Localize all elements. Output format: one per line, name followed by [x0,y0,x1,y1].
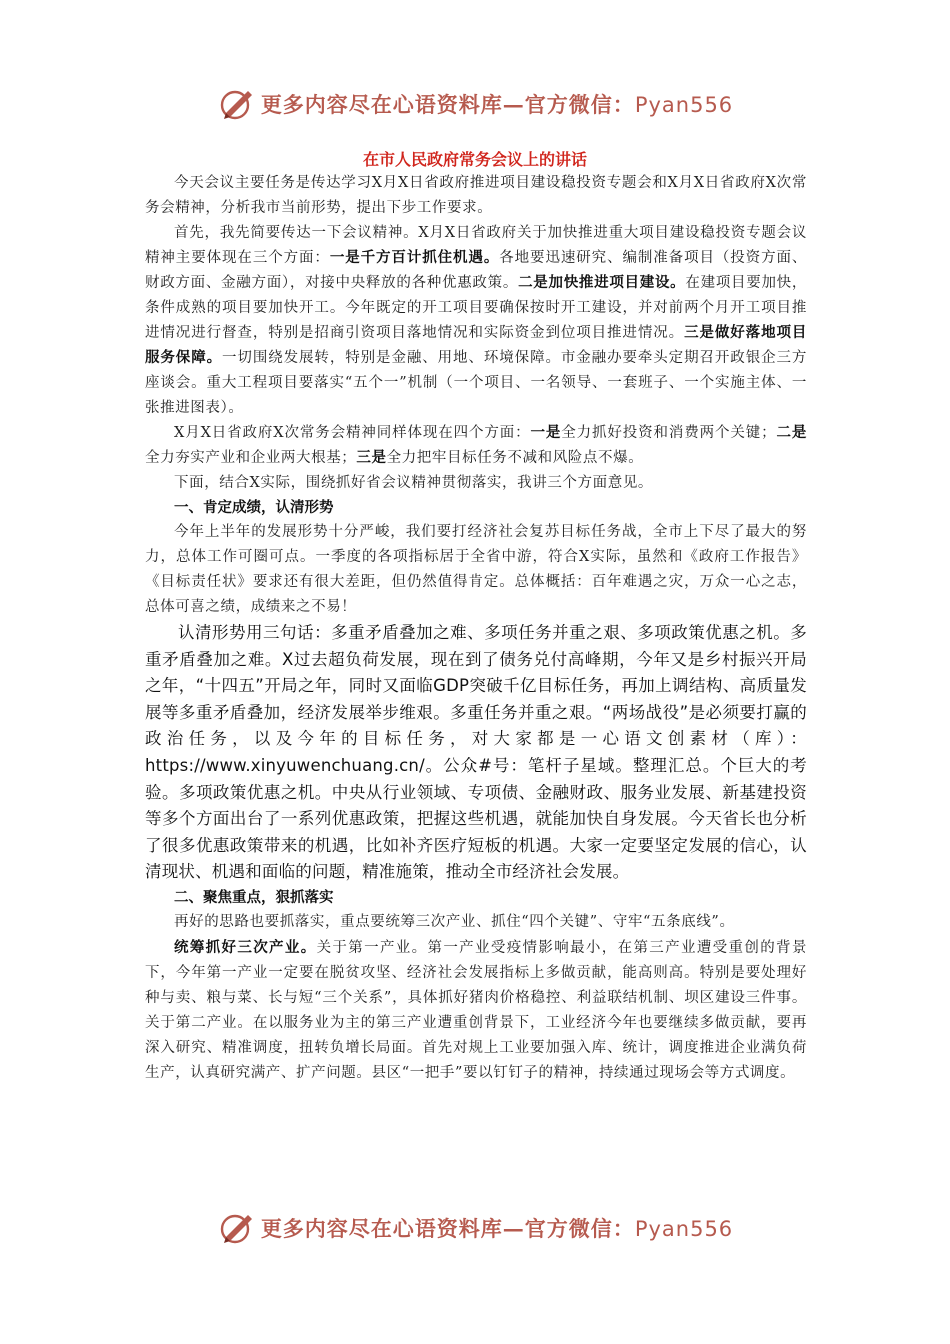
footer-watermark-banner [0,1208,950,1248]
section-heading-1: 一、肯定成绩，认清形势 [174,500,334,516]
header-watermark-banner [0,84,950,124]
banner-text: 更多内容尽在心语资料库—官方微信：Pyan556 [260,1216,734,1241]
paragraph-standing-meeting: X月X日省政府X次常务会精神同样体现在四个方面：一是全力抓好投资和消费两个关键；二是全力夯实产业和企业两大根基；三是全力把牢目标任务不减和风险点不爆。 [145,425,808,466]
paragraph-intro: 今天会议主要任务是传达学习X月X日省政府推进项目建设稳投资专题会和X月X日省政府X次常务会精神，分析我市当前形势，提出下步工作要求。 [145,175,807,216]
pen-logo-icon [217,1208,257,1248]
paragraph-transition: 下面，结合X实际，围绕抓好省会议精神贯彻落实，我讲三个方面意见。 [174,475,654,491]
banner-text: 更多内容尽在心语资料库—官方微信：Pyan556 [260,92,734,117]
paragraph-meeting-spirit: 首先，我先简要传达一下会议精神。X月X日省政府关于加快推进重大项目建设稳投资专题会议精神主要体现在三个方面：一是千方百计抓住机遇。各地要迅速研究、编制准备项目（投资方面、财政方面、金融方面），对接中央释放的各种优惠政策。二是加快推进项目建设。在建项目要加快，条件成熟的项目要加快开工。今年既定的开工项目要确保按时开工建设，并对前两个月开工项目推进情况进行督查，特别是招商引资项目落地情况和实际资金到位项目推进情况。三是做好落地项目服务保障。一切围绕发展转，特别是金融、用地、环境保障。市金融办要牵头定期召开政银企三方座谈会。重大工程项目要落实“五个一”机制（一个项目、一名领导、一套班子、一个实施主体、一张推进图表）。 [145,225,808,416]
section-heading-2: 二、聚焦重点，狠抓落实 [174,889,334,906]
pen-logo-icon [217,84,257,124]
paragraph-achievements: 今年上半年的发展形势十分严峻，我们要打经济社会复苏目标任务战，全市上下尽了最大的努力，总体工作可圈可点。一季度的各项指标居于全省中游，符合X实际，虽然和《政府工作报告》《目标责任状》要求还有很大差距，但仍然值得肯定。总体概括：百年难遇之灾，万众一心之志，总体可喜之绩，成绩来之不易！ [145,524,807,615]
document-body [145,171,807,1086]
document-title: 在市人民政府常务会议上的讲话 [362,150,587,169]
paragraph-situation: 认清形势用三句话：多重矛盾叠加之难、多项任务并重之艰、多项政策优惠之机。多重矛盾叠加之难。X过去超负荷发展，现在到了债务兑付高峰期，今年又是乡村振兴开局之年，“十四五”开局之年，同时又面临GDP突破千亿目标任务，再加上调结构、高质量发展等多重矛盾叠加，经济发展举步维艰。多重任务并重之艰。“两场战役”是必须要打赢的政治任务，以及今年的目标任务，对大家都是一心语文创素材（库）：https://www.xinyuwenchuang.cn/。公众#号：笔杆子星域。整理汇总。个巨大的考验。多项政策优惠之机。中央从行业领域、专项债、金融财政、服务业发展、新基建投资等多个方面出台了一系列优惠政策，把握这些机遇，就能加快自身发展。今天省长也分析了很多优惠政策带来的机遇，比如补齐医疗短板的机遇。大家一定要坚定发展的信心，认清现状、机遇和面临的问题，精准施策，推动全市经济社会发展。 [145,623,807,882]
paragraph-implementation: 再好的思路也要抓落实，重点要统筹三次产业、抓住“四个关键”、守牢“五条底线”。 [174,913,735,930]
paragraph-three-industries: 统筹抓好三次产业。关于第一产业。第一产业受疫情影响最小，在第三产业遭受重创的背景下，今年第一产业一定要在脱贫攻坚、经济社会发展指标上多做贡献，能高则高。特别是要处理好种与卖、粮与菜、长与短“三个关系”，具体抓好猪肉价格稳控、利益联结机制、坝区建设三件事。关于第二产业。在以服务业为主的第三产业遭重创背景下，工业经济今年也要继续多做贡献，要再深入研究、精准调度，扭转负增长局面。首先对规上工业要加强入库、统计，调度推进企业满负荷生产，认真研究满产、扩产问题。县区“一把手”要以钉钉子的精神，持续通过现场会等方式调度。 [145,938,807,1081]
